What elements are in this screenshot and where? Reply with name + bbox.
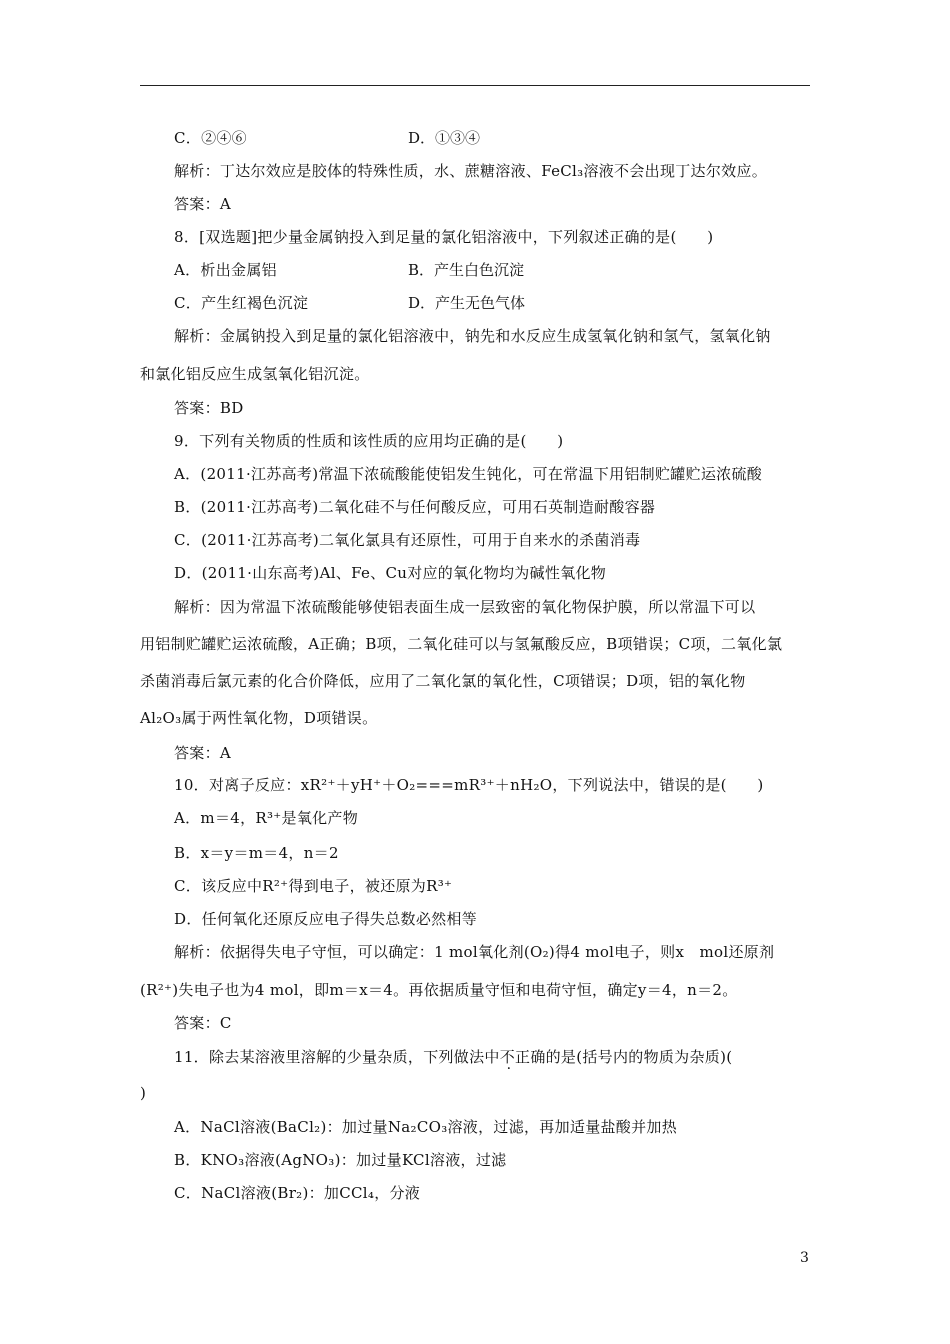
- header-rule: [140, 85, 810, 86]
- q8-analysis-line1: 解析：金属钠投入到足量的氯化铝溶液中，钠先和水反应生成氢氧化钠和氢气，氢氧化钠: [174, 327, 771, 345]
- q8-answer: 答案：BD: [174, 399, 244, 417]
- q10-option-b: B．x＝y＝m＝4，n＝2: [174, 844, 339, 862]
- q9-option-d: D．(2011·山东高考)Al、Fe、Cu对应的氧化物均为碱性氧化物: [174, 564, 607, 582]
- q10-answer: 答案：C: [174, 1014, 232, 1032]
- q9-analysis-line1: 解析：因为常温下浓硫酸能够使铝表面生成一层致密的氧化物保护膜，所以常温下可以: [174, 598, 756, 616]
- q9-option-a: A．(2011·江苏高考)常温下浓硫酸能使铝发生钝化，可在常温下用铝制贮罐贮运浓硫酸: [174, 465, 763, 483]
- q8-option-c: C．产生红褐色沉淀: [174, 294, 309, 312]
- q7-option-c: C．②④⑥: [174, 129, 247, 147]
- q11-option-a: A．NaCl溶液(BaCl₂)：加过量Na₂CO₃溶液，过滤，再加适量盐酸并加热: [174, 1118, 678, 1136]
- q10-analysis-line2: (R²⁺)失电子也为4 mol，即m＝x＝4。再依据质量守恒和电荷守恒，确定y＝4，n＝2。: [140, 981, 738, 999]
- q8-option-a: A．析出金属铝: [174, 261, 277, 279]
- q8-option-b: B．产生白色沉淀: [408, 261, 525, 279]
- q10-option-d: D．任何氧化还原反应电子得失总数必然相等: [174, 910, 478, 928]
- q10-analysis-line1: 解析：依据得失电子守恒，可以确定：1 mol氧化剂(O₂)得4 mol电子，则x mol还原剂: [174, 943, 775, 961]
- q8-stem: 8．[双选题]把少量金属钠投入到足量的氯化铝溶液中，下列叙述正确的是( ): [174, 228, 714, 246]
- q8-option-d: D．产生无色气体: [408, 294, 526, 312]
- q9-option-c: C．(2011·江苏高考)二氧化氯具有还原性，可用于自来水的杀菌消毒: [174, 531, 641, 549]
- q11-option-b: B．KNO₃溶液(AgNO₃)：加过量KCl溶液，过滤: [174, 1151, 507, 1169]
- q10-stem: 10．对离子反应：xR²⁺＋yH⁺＋O₂===mR³⁺＋nH₂O，下列说法中，错误的是( ): [174, 776, 764, 794]
- q11-stem: [174, 1046, 732, 1068]
- q9-option-b: B．(2011·江苏高考)二氧化硅不与任何酸反应，可用石英制造耐酸容器: [174, 498, 656, 516]
- q11-stem-pre: 11．除去某溶液里溶解的少量杂质，下列做法中: [174, 1048, 500, 1066]
- q11-stem-post: 正确的是(括号内的物质为杂质)(: [515, 1048, 733, 1066]
- q9-analysis-line4: Al₂O₃属于两性氧化物，D项错误。: [140, 709, 378, 727]
- q7-answer: 答案：A: [174, 195, 232, 213]
- q9-stem: 9．下列有关物质的性质和该性质的应用均正确的是( ): [174, 432, 564, 450]
- q11-stem-line2: ): [140, 1084, 147, 1102]
- q9-analysis-line2: 用铝制贮罐贮运浓硫酸，A正确；B项，二氧化硅可以与氢氟酸反应，B项错误；C项，二氧化氯: [140, 635, 783, 653]
- q11-option-c: C．NaCl溶液(Br₂)：加CCl₄，分液: [174, 1184, 421, 1202]
- q11-stem-emphasis: 不: [499, 1048, 516, 1066]
- q8-analysis-line2: 和氯化铝反应生成氢氧化铝沉淀。: [140, 365, 370, 383]
- q7-option-d: D．①③④: [408, 129, 481, 147]
- q10-option-c: C．该反应中R²⁺得到电子，被还原为R³⁺: [174, 877, 453, 895]
- page-number: 3: [800, 1250, 809, 1266]
- q10-option-a: A．m＝4，R³⁺是氧化产物: [174, 809, 359, 827]
- q9-answer: 答案：A: [174, 744, 232, 762]
- q9-analysis-line3: 杀菌消毒后氯元素的化合价降低，应用了二氧化氯的氧化性，C项错误；D项，铝的氧化物: [140, 672, 746, 690]
- q7-analysis: 解析：丁达尔效应是胶体的特殊性质，水、蔗糖溶液、FeCl₃溶液不会出现丁达尔效应。: [174, 162, 768, 180]
